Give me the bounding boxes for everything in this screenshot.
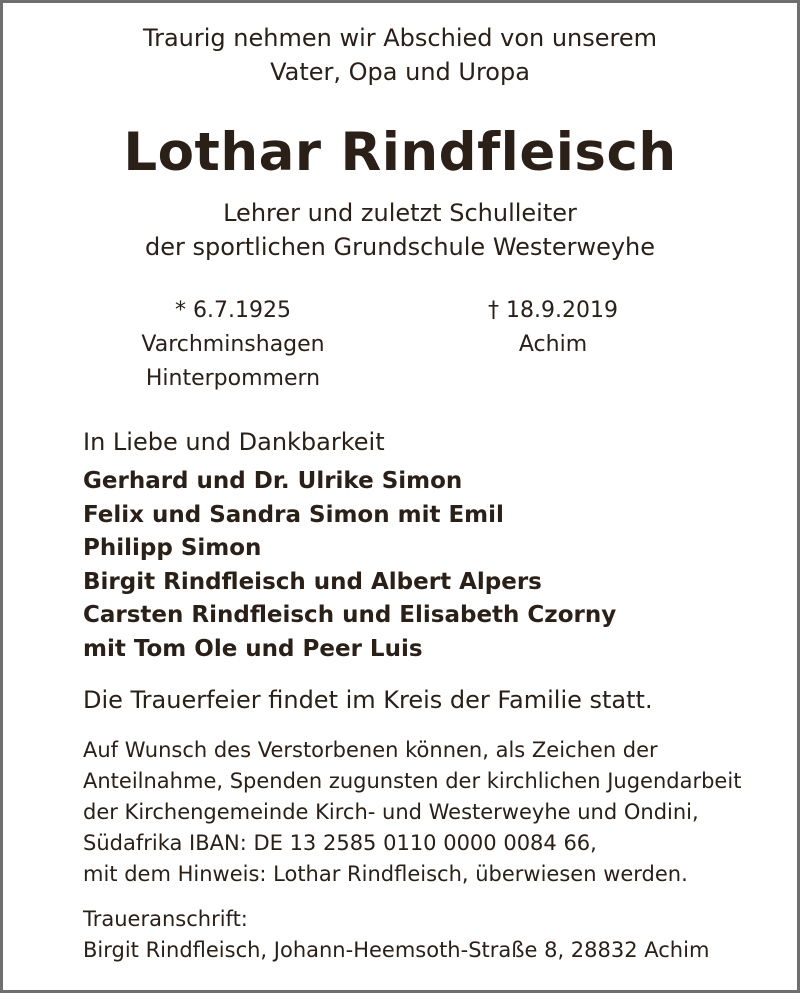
profession-line-2: der sportlichen Grundschule Westerweyhe: [144, 233, 656, 261]
death-place: Achim: [518, 332, 588, 357]
mourner-line: Gerhard und Dr. Ulrike Simon: [83, 468, 463, 494]
death-date: † 18.9.2019: [488, 298, 618, 323]
address-label: Traueranschrift:: [83, 907, 248, 931]
deceased-name: Lothar Rindfleisch: [123, 122, 677, 183]
intro-text: [3, 21, 797, 89]
mourner-line: Birgit Rindfleisch und Albert Alpers: [83, 568, 542, 595]
ceremony-notice: Die Trauerfeier findet im Kreis der Familie statt.: [83, 686, 653, 714]
donation-line: Anteilnahme, Spenden zugunsten der kirchlichen Jugendarbeit: [83, 769, 742, 793]
mourning-address: [83, 904, 709, 966]
mourners-intro: In Liebe und Dankbarkeit: [83, 428, 385, 456]
mourner-line: Philipp Simon: [83, 535, 262, 561]
mourner-line: mit Tom Ole und Peer Luis: [83, 635, 423, 662]
death-info: [433, 294, 673, 362]
profession-text: [3, 196, 797, 264]
mourner-line: Carsten Rindfleisch und Elisabeth Czorny: [83, 602, 617, 628]
donation-line: Südafrika IBAN: DE 13 2585 0110 0000 0084 66,: [83, 831, 597, 855]
address-value: Birgit Rindfleisch, Johann-Heemsoth-Straße 8, 28832 Achim: [83, 938, 710, 962]
donation-notice: [83, 735, 741, 890]
donation-line: Auf Wunsch des Verstorbenen können, als Zeichen der: [83, 738, 658, 762]
mourners-list: [83, 465, 616, 666]
birth-date: * 6.7.1925: [175, 298, 291, 323]
intro-line-1: Traurig nehmen wir Abschied von unserem: [142, 24, 658, 52]
birth-place-line-1: Varchminshagen: [141, 332, 325, 357]
intro-line-2: Vater, Opa und Uropa: [270, 58, 530, 86]
donation-line: mit dem Hinweis: Lothar Rindfleisch, überwiesen werden.: [83, 862, 688, 886]
birth-place-line-2: Hinterpommern: [145, 366, 321, 391]
mourner-line: Felix und Sandra Simon mit Emil: [83, 501, 504, 528]
profession-line-1: Lehrer und zuletzt Schulleiter: [223, 199, 577, 227]
birth-info: [113, 294, 353, 396]
donation-line: der Kirchengemeinde Kirch- und Westerweyhe und Ondini,: [83, 800, 699, 824]
